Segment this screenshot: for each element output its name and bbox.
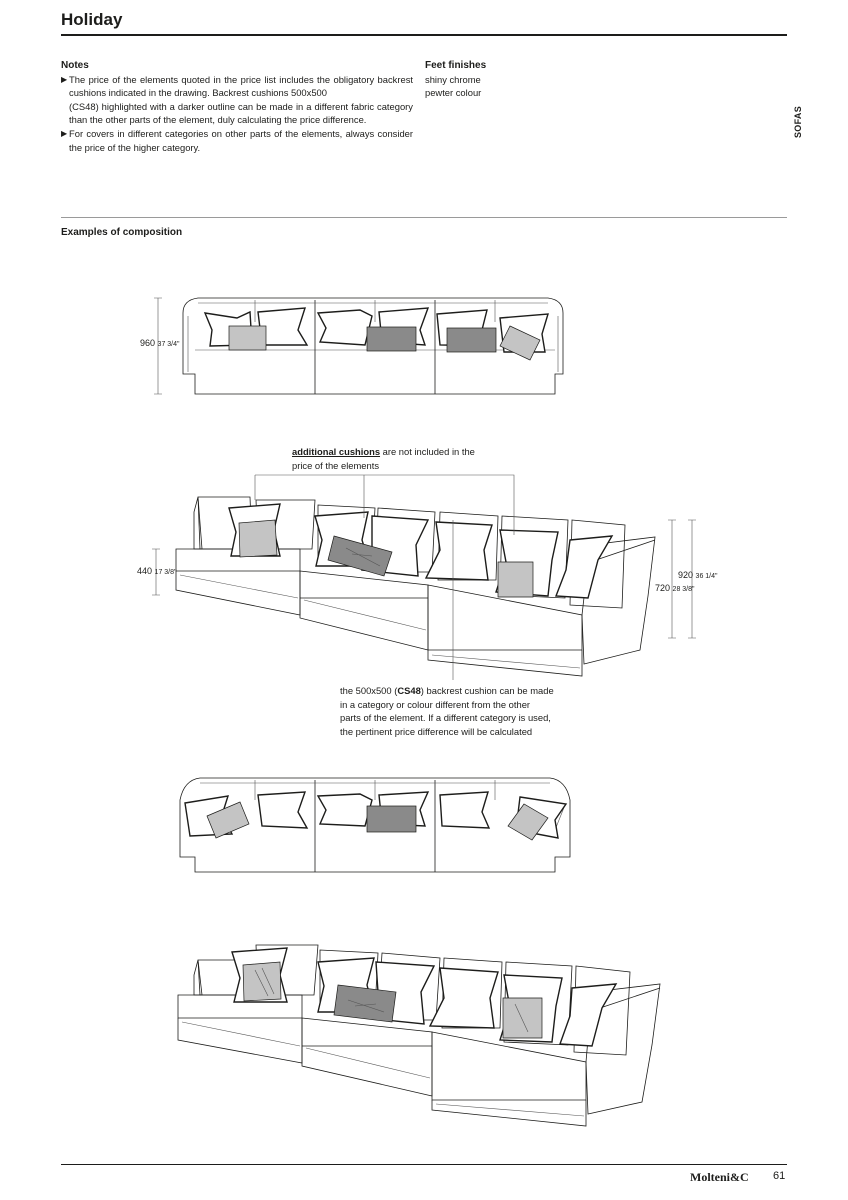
- dimension-inches: 17 3/8": [154, 569, 177, 576]
- page-title: Holiday: [61, 10, 123, 29]
- examples-heading: Examples of composition: [61, 227, 183, 238]
- callout-cs48-cushion: [340, 684, 554, 738]
- feet-finish-item: shiny chrome: [425, 73, 481, 85]
- callout-text: ) backrest cushion can be made: [420, 685, 554, 696]
- notes-heading: Notes: [61, 60, 89, 71]
- callout-text: parts of the element. If a different category is used,: [340, 712, 551, 724]
- callout-text: in a category or colour different from the other: [340, 698, 531, 710]
- dimension-inches: 28 3/8": [672, 586, 695, 593]
- dimension-inches: 37 3/4": [157, 341, 180, 348]
- dimension-height: [678, 570, 718, 580]
- sofa-plan-view-1: [154, 298, 563, 394]
- feet-finish-item: pewter colour: [425, 87, 482, 99]
- dimension-mm: 440: [137, 566, 153, 576]
- callout-bold: CS48: [397, 685, 421, 696]
- dimension-mm: 960: [140, 338, 156, 348]
- callout-text: the 500x500 (: [340, 685, 398, 696]
- dimension-mm: 720: [655, 583, 671, 593]
- callout-text: the pertinent price difference will be calculated: [340, 725, 533, 737]
- bullet-triangle-icon: ▶: [61, 74, 68, 84]
- note-text: For covers in different categories on other parts of the elements, always consider the price of the higher category.: [69, 127, 413, 153]
- callout-text: price of the elements: [292, 459, 380, 471]
- dimension-inches: 36 1/4": [695, 573, 718, 580]
- bullet-triangle-icon: ▶: [61, 128, 68, 138]
- dimension-arm-height: [655, 583, 695, 593]
- dimension-mm: 920: [678, 570, 694, 580]
- brand-logo: Molteni&C: [690, 1170, 749, 1184]
- note-text: (CS48) highlighted with a darker outline can be made in a different fabric category than the other parts of the element, duly calculating the price difference.: [69, 100, 413, 126]
- callout-bold: additional cushions: [292, 446, 381, 457]
- callout-text: are not included in the: [380, 446, 475, 457]
- dimension-seat-height: [137, 566, 177, 576]
- sofa-perspective-view-4: [178, 945, 660, 1126]
- side-tab-label: SOFAS: [793, 105, 804, 139]
- feet-finishes-heading: Feet finishes: [425, 60, 487, 71]
- page-number: 61: [773, 1170, 786, 1182]
- sofa-perspective-view-2: [152, 475, 696, 680]
- callout-additional-cushions: [292, 445, 475, 472]
- note-text: The price of the elements quoted in the price list includes the obligatory backrest cushions indicated in the drawing. Backrest cushions 500x500: [69, 73, 413, 99]
- dimension-depth: [140, 338, 180, 348]
- sofa-plan-view-3: [180, 778, 570, 872]
- footer-rule: [61, 1164, 787, 1165]
